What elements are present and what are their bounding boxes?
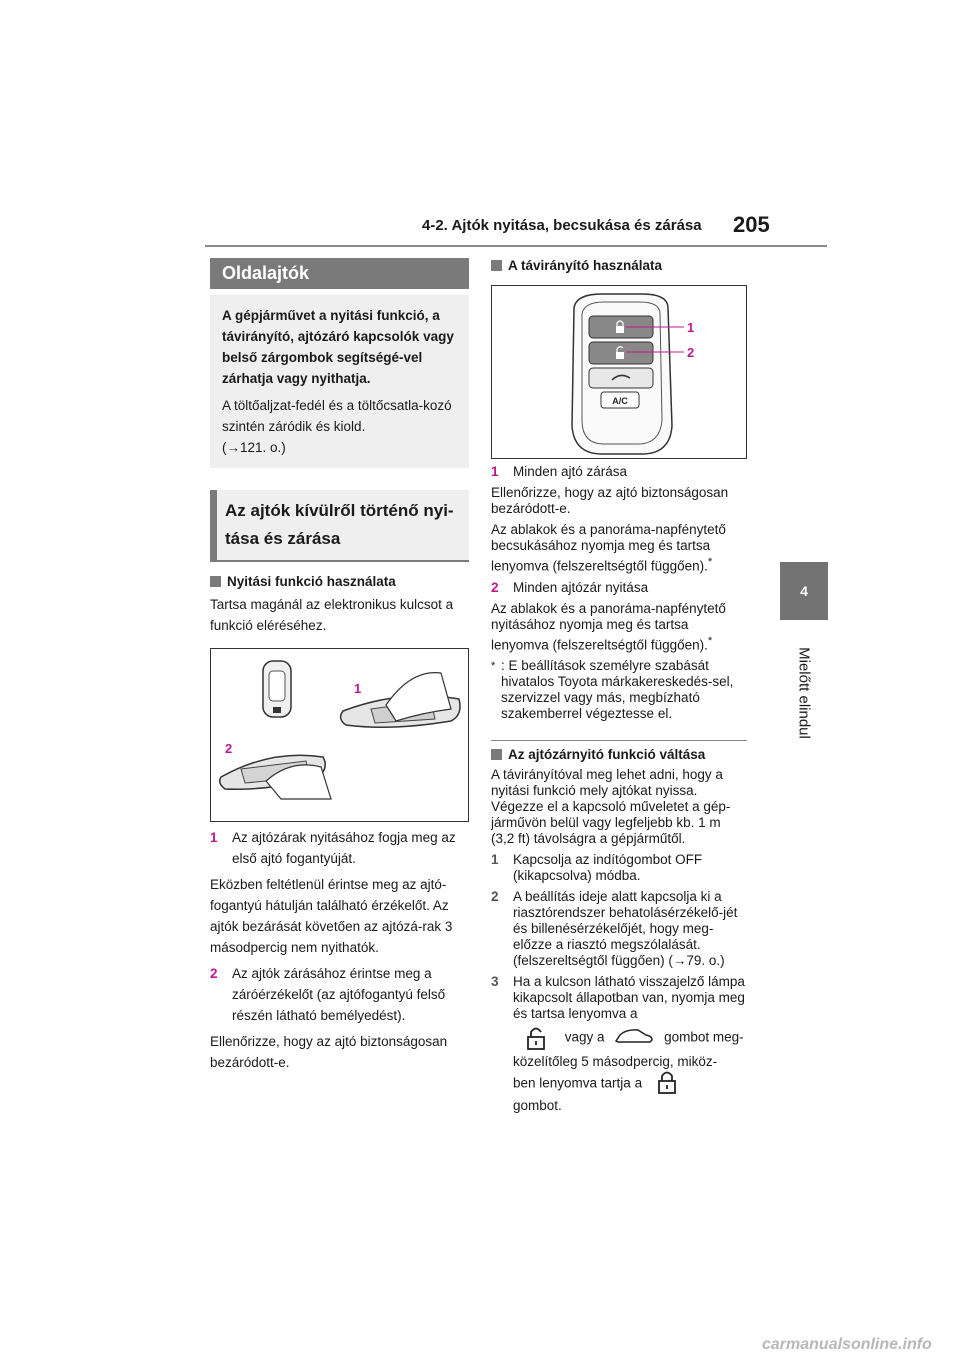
- watermark: carmanualsonline.info: [762, 1336, 932, 1353]
- intro-ref: (→121. o.): [222, 440, 286, 455]
- paragraph: Eközben feltétlenül érintse meg az ajtó-fogantyú hátulján található érzékelőt. Az ajtók bezárását követően az ajtózá-rak 3 másodpercig nem nyithatók.: [210, 877, 453, 955]
- remote-figure: [491, 285, 747, 459]
- section-title: 4-2. Ajtók nyitása, becsukása és zárása: [422, 217, 702, 234]
- figure-label-1: 1: [354, 681, 362, 696]
- subsection-heading: Az ajtók kívülről történő nyi-tása és zárása: [210, 490, 469, 562]
- list-item: 2 Az ajtók zárásához érintse meg a záróérzékelőt (az ajtófogantyú felső részén látható bemélyedést).: [210, 966, 446, 1023]
- page-number: 205: [733, 212, 770, 237]
- divider: [491, 740, 747, 741]
- left-column: [210, 258, 469, 1073]
- paragraph: Az ablakok és a panoráma-napfénytető nyitásához nyomja meg és tartsa lenyomva (felszereltségtől függően).*: [491, 600, 726, 652]
- list-item: 2 A beállítás ideje alatt kapcsolja ki a riasztórendszer behatolásérzékelő-jét és billenésérzékelőjét, hogy meg-előzze a riasztó megszólalását. (felszereltségtől függően) (→79. o.): [491, 889, 738, 968]
- right-column: [491, 258, 747, 1114]
- intro-box: [210, 295, 469, 468]
- section-bar: Oldalajtók: [210, 258, 469, 289]
- subhead-remote: A távirányító használata: [491, 258, 747, 273]
- footnote: * : E beállítások személyre szabását hivatalos Toyota márkakereskedés-sel, szervizzel vagy más, megbízható szakemberrel végeztesse el.: [491, 658, 734, 721]
- list-item: 3 Ha a kulcson látható visszajelző lámpa kikapcsolt állapotban van, nyomja meg és tartsa lenyomva a vagy a gombot meg-közelítőleg 5 másodpercig, miköz- ben lenyomva tartja a gombot.: [491, 974, 745, 1113]
- remote-illustration: [492, 286, 746, 458]
- chapter-tab: 4: [780, 562, 828, 620]
- paragraph: A távirányítóval meg lehet adni, hogy a nyitási funkció mely ajtókat nyissa. Végezze el a kapcsoló műveletet a gép-járművön belül vagy legfeljebb kb. 1 m (3,2 ft) távolságra a gépjárműtől.: [491, 767, 731, 846]
- figure-label-2: 2: [687, 345, 695, 360]
- lock-icon: [656, 1070, 678, 1098]
- figure-label-1: 1: [687, 320, 695, 335]
- unlock-icon: [525, 1026, 547, 1054]
- intro-bold: A gépjárművet a nyitási funkció, a távirányító, ajtózáró kapcsolók vagy belső zárgombok segítségé-vel zárhatja vagy nyithatja.: [222, 308, 454, 386]
- list-item: 1 Minden ajtó zárása: [491, 464, 628, 479]
- door-handle-illustration: [211, 649, 468, 821]
- list-item: 1 Az ajtózárak nyitásához fogja meg az első ajtó fogantyúját.: [210, 830, 456, 866]
- paragraph: Ellenőrizze, hogy az ajtó biztonságosan bezáródott-e.: [210, 1034, 448, 1070]
- subhead-opening-function: Nyitási funkció használata: [210, 574, 469, 589]
- intro-text: A töltőaljzat-fedél és a töltőcsatla-kozó szintén záródik és kiold.: [222, 398, 452, 434]
- square-bullet-icon: [491, 260, 502, 271]
- paragraph: Az ablakok és a panoráma-napfénytető becsukásához nyomja meg és tartsa lenyomva (felszereltségtől függően).*: [491, 522, 726, 574]
- list-item: 1 Kapcsolja az indítógombot OFF (kikapcsolva) módba.: [491, 852, 703, 883]
- list-item: 2 Minden ajtózár nyitása: [491, 579, 649, 595]
- square-bullet-icon: [210, 576, 221, 587]
- square-bullet-icon: [491, 749, 502, 760]
- header-divider: [205, 245, 827, 247]
- car-icon: [614, 1027, 654, 1049]
- subhead-unlock-switch: Az ajtózárnyitó funkció váltása: [491, 747, 747, 762]
- door-handle-figure: [210, 648, 469, 822]
- paragraph: Ellenőrizze, hogy az ajtó biztonságosan bezáródott-e.: [491, 485, 729, 516]
- ac-button-label: A/C: [612, 396, 628, 406]
- paragraph: Tartsa magánál az elektronikus kulcsot a funkció eléréséhez.: [210, 597, 454, 633]
- figure-label-2: 2: [225, 741, 233, 756]
- chapter-label: Mielőtt elindul: [795, 647, 813, 739]
